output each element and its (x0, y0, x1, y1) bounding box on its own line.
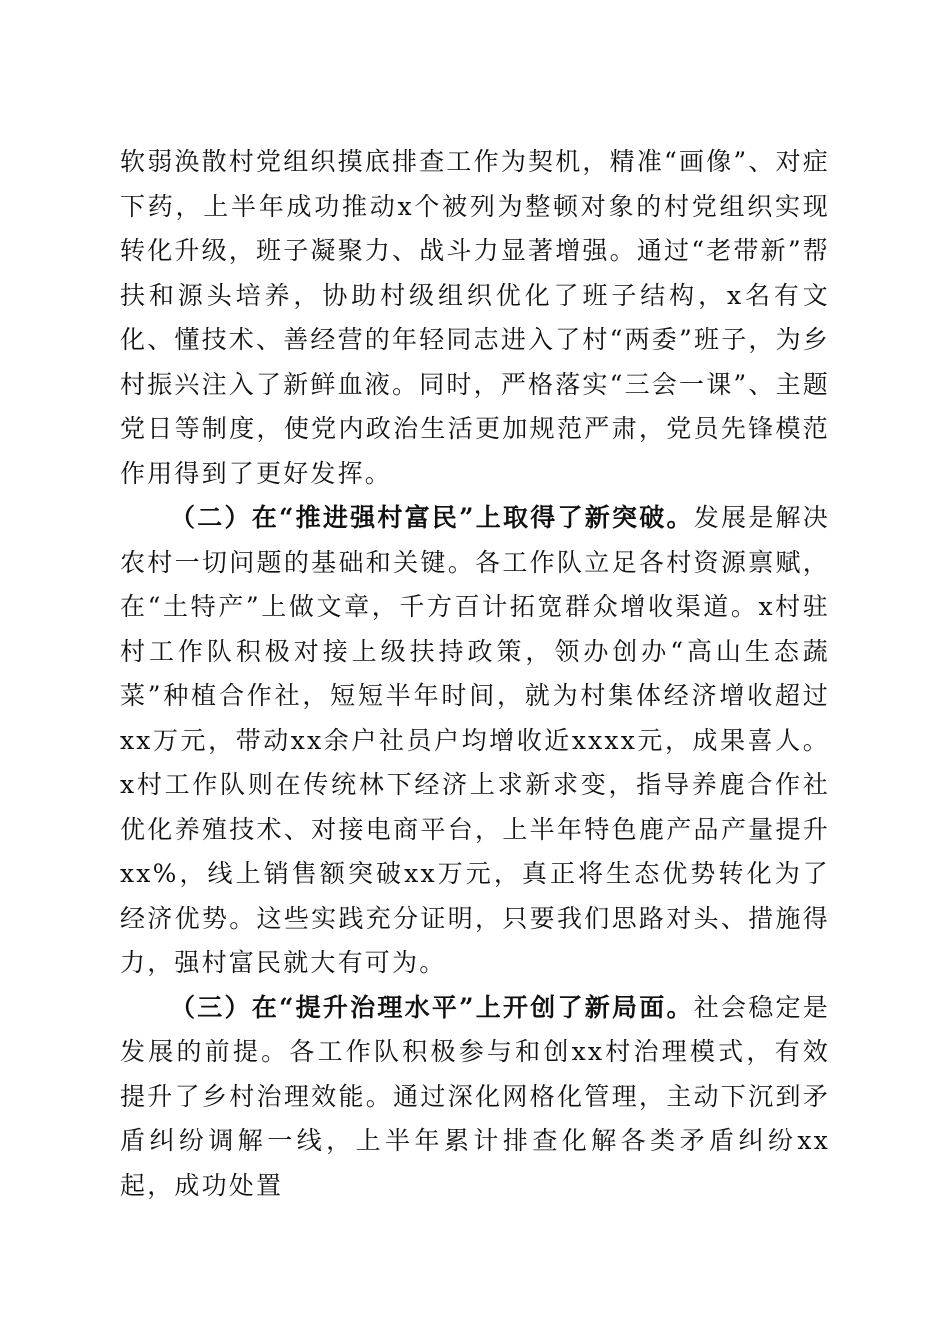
section-heading: （三）在“提升治理水平”上开创了新局面。 (170, 992, 694, 1022)
document-body (120, 140, 830, 1208)
paragraph-continuation (120, 140, 830, 496)
paragraph-section-2 (120, 496, 830, 986)
section-heading: （二）在“推进强村富民”上取得了新突破。 (170, 503, 694, 532)
paragraph-text: 社会稳定是发展的前提。各工作队积极参与和创xx村治理模式，有效提升了乡村治理效能。通过深化网格化管理，主动下沉到矛盾纠纷调解一线，上半年累计排查化解各类矛盾纠纷xx起，成功处置 (120, 992, 830, 1200)
paragraph-section-3 (120, 986, 830, 1209)
paragraph-text: 发展是解决农村一切问题的基础和关键。各工作队立足各村资源禀赋，在“土特产”上做文章，千方百计拓宽群众增收渠道。x村驻村工作队积极对接上级扶持政策，领办创办“高山生态蔬菜”种植合作社，短短半年时间，就为村集体经济增收超过xx万元，带动xx余户社员户均增收近xxxx元，成果喜人。x村工作队则在传统林下经济上求新求变，指导养鹿合作社优化养殖技术、对接电商平台，上半年特色鹿产品产量提升xx%，线上销售额突破xx万元，真正将生态优势转化为了经济优势。这些实践充分证明，只要我们思路对头、措施得力，强村富民就大有可为。 (120, 503, 830, 977)
paragraph-text: 软弱涣散村党组织摸底排查工作为契机，精准“画像”、对症下药，上半年成功推动x个被列为整顿对象的村党组织实现转化升级，班子凝聚力、战斗力显著增强。通过“老带新”帮扶和源头培养，协助村级组织优化了班子结构，x名有文化、懂技术、善经营的年轻同志进入了村“两委”班子，为乡村振兴注入了新鲜血液。同时，严格落实“三会一课”、主题党日等制度，使党内政治生活更加规范严肃，党员先锋模范作用得到了更好发挥。 (120, 147, 830, 488)
